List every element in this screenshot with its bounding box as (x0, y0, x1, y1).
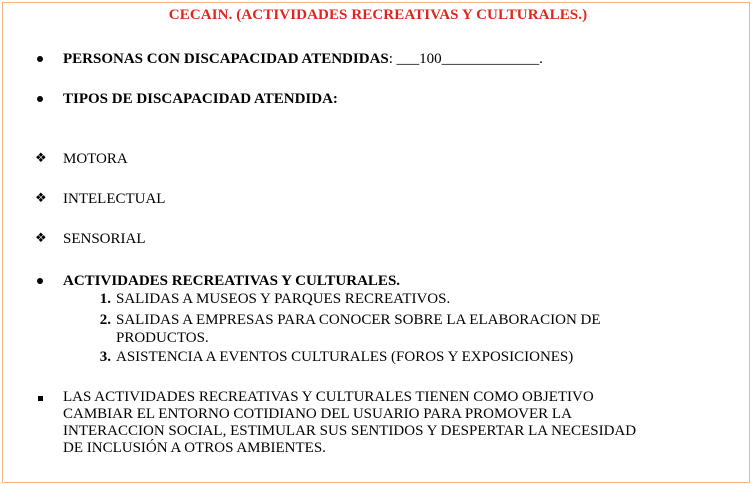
disability-types-label: TIPOS DE DISCAPACIDAD ATENDIDA: (63, 91, 338, 107)
activity-number: 2. (99, 312, 111, 328)
persons-attended-label: PERSONAS CON DISCAPACIDAD ATENDIDAS (63, 51, 389, 67)
activity-item-1: SALIDAS A MUSEOS Y PARQUES RECREATIVOS. (116, 291, 451, 307)
square-bullet-icon (38, 396, 43, 401)
activity-number: 3. (99, 349, 111, 365)
diamond-bullet-icon: ❖ (35, 191, 47, 206)
activity-number: 1. (99, 291, 111, 307)
disability-type-intelectual: INTELECTUAL (63, 191, 166, 207)
objective-line: DE INCLUSIÓN A OTROS AMBIENTES. (63, 440, 326, 456)
objective-line: CAMBIAR EL ENTORNO COTIDIANO DEL USUARIO PARA PROMOVER LA (63, 406, 572, 422)
activity-item-2: SALIDAS A EMPRESAS PARA CONOCER SOBRE LA ELABORACION DE (116, 312, 601, 328)
activity-item-2-continuation: PRODUCTOS. (116, 330, 209, 346)
disc-bullet-icon (37, 278, 43, 284)
document-title: CECAIN. (ACTIVIDADES RECREATIVAS Y CULTURALES.) (168, 7, 588, 23)
diamond-bullet-icon: ❖ (35, 231, 47, 246)
objective-line: INTERACCION SOCIAL, ESTIMULAR SUS SENTIDOS Y DESPERTAR LA NECESIDAD (63, 423, 637, 439)
persons-attended-value: ___100_____________. (392, 51, 543, 67)
persons-attended-line (63, 50, 543, 68)
objective-line: LAS ACTIVIDADES RECREATIVAS Y CULTURALES TIENEN COMO OBJETIVO (63, 389, 594, 405)
activity-item-3: ASISTENCIA A EVENTOS CULTURALES (FOROS Y EXPOSICIONES) (116, 349, 574, 365)
disability-type-sensorial: SENSORIAL (63, 231, 146, 247)
diamond-bullet-icon: ❖ (35, 151, 47, 166)
activities-label: ACTIVIDADES RECREATIVAS Y CULTURALES. (63, 273, 401, 289)
disc-bullet-icon (37, 96, 43, 102)
disc-bullet-icon (37, 56, 43, 62)
disability-type-motora: MOTORA (63, 151, 128, 167)
objective-paragraph (63, 389, 743, 457)
persons-attended-separator: : (388, 51, 393, 67)
